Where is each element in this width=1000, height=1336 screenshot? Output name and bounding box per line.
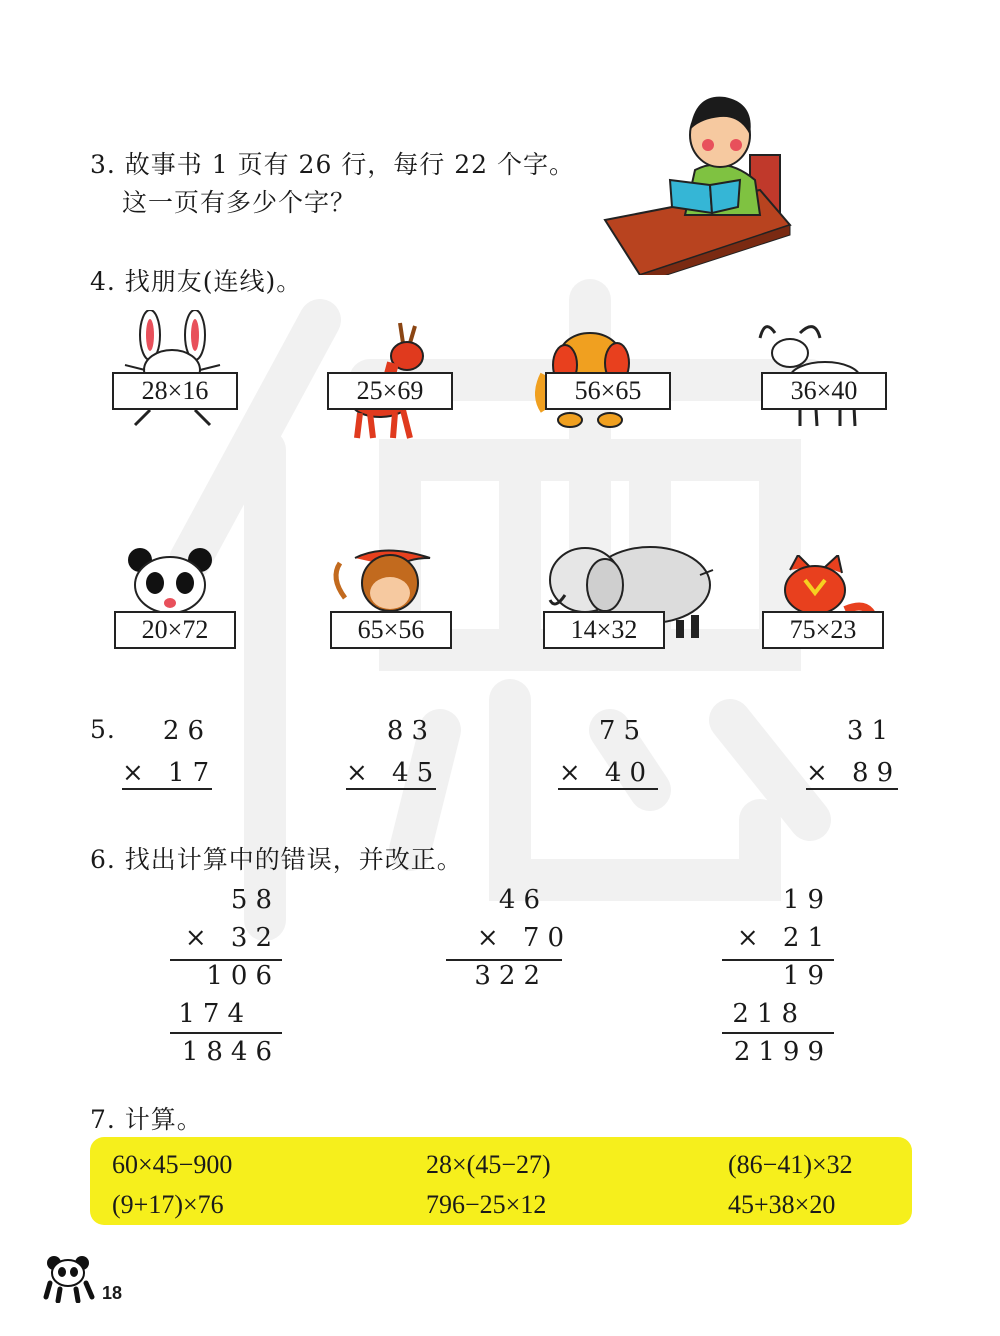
- panda-logo-icon: [42, 1253, 98, 1303]
- expression-card[interactable]: 75×23: [762, 611, 884, 649]
- expression-card[interactable]: 28×16: [112, 372, 238, 410]
- expression-card[interactable]: 20×72: [114, 611, 236, 649]
- q5-label: 5.: [90, 715, 116, 744]
- q4-title: 4. 找朋友(连线)。: [90, 267, 303, 296]
- divider-line: [722, 1032, 834, 1034]
- product: 322: [474, 961, 548, 991]
- multiplier: × 70: [476, 923, 572, 953]
- multiplier: × 89: [806, 758, 902, 788]
- watermark-character: [170, 260, 850, 940]
- calc-item[interactable]: (9+17)×76: [112, 1190, 224, 1219]
- multiplicand: 19: [782, 885, 832, 915]
- multiplicand: 31: [846, 716, 896, 746]
- multiplier: × 45: [346, 758, 442, 788]
- q3-line1: 3. 故事书 1 页有 26 行，每行 22 个字。: [90, 150, 576, 179]
- expression-card[interactable]: 14×32: [543, 611, 665, 649]
- q3-line2: 这一页有多少个字？: [122, 188, 357, 217]
- product: 2199: [733, 1037, 832, 1067]
- expression-card[interactable]: 36×40: [761, 372, 887, 410]
- product: 1846: [181, 1037, 280, 1067]
- expression-card[interactable]: 65×56: [330, 611, 452, 649]
- page-number: 18: [102, 1283, 123, 1303]
- monkey-icon: [325, 548, 435, 618]
- multiplier: × 17: [122, 758, 218, 788]
- partial-product: 218: [732, 999, 806, 1029]
- boy-reading-illustration: [600, 85, 795, 275]
- expression-card[interactable]: 25×69: [327, 372, 453, 410]
- panda-icon: [125, 545, 215, 615]
- calc-item[interactable]: 796−25×12: [426, 1190, 547, 1219]
- multiplier: × 32: [184, 923, 280, 953]
- multiplier: × 21: [736, 923, 832, 953]
- multiplicand: 75: [598, 716, 648, 746]
- partial-product: 19: [782, 961, 832, 991]
- multiplicand: 26: [162, 716, 212, 746]
- partial-product: 106: [206, 961, 280, 991]
- q6-title: 6. 找出计算中的错误，并改正。: [90, 845, 463, 874]
- calc-item[interactable]: (86−41)×32: [728, 1150, 853, 1179]
- q7-title: 7. 计算。: [90, 1105, 203, 1134]
- multiplier: × 40: [558, 758, 658, 790]
- multiplicand: 46: [498, 885, 548, 915]
- rabbit-icon: [120, 310, 225, 430]
- multiplicand: 58: [230, 885, 280, 915]
- expression-card[interactable]: 56×65: [545, 372, 671, 410]
- calc-item[interactable]: 28×(45−27): [426, 1150, 551, 1179]
- partial-product: 174: [178, 999, 252, 1029]
- calc-item[interactable]: 60×45−900: [112, 1150, 233, 1179]
- divider-line: [170, 1032, 282, 1034]
- multiplicand: 83: [386, 716, 436, 746]
- calc-item[interactable]: 45+38×20: [728, 1190, 836, 1219]
